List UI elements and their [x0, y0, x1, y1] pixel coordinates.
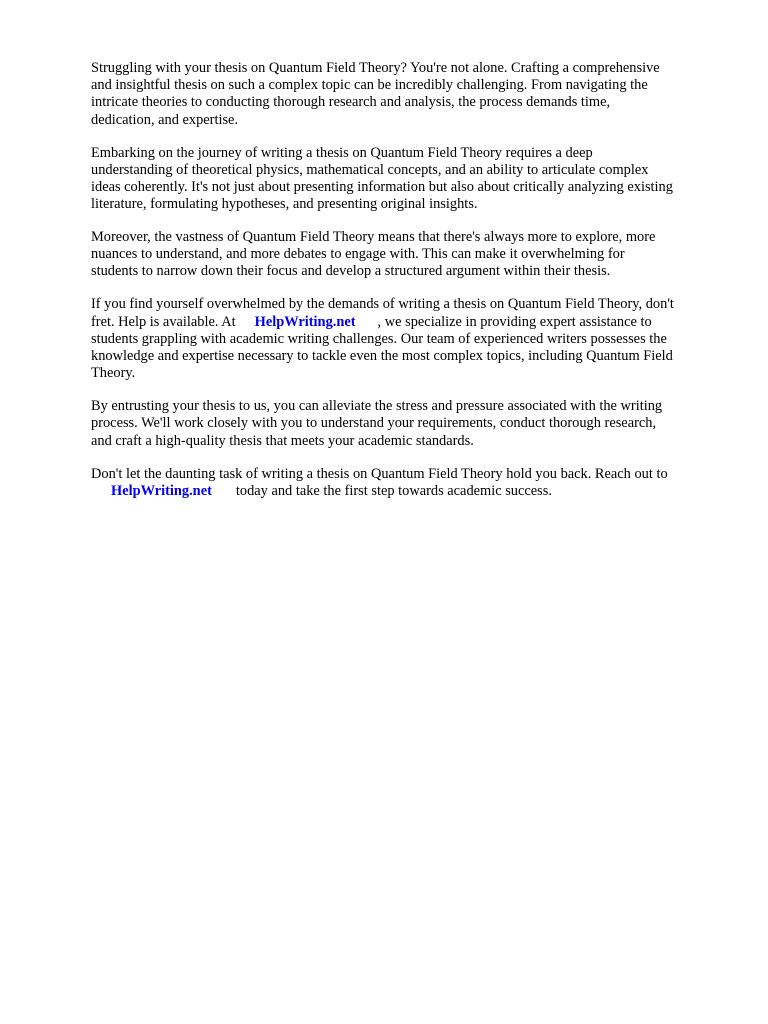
text-line: understanding of theoretical physics, mathematical concepts, and an ability to articulate complex — [91, 161, 649, 178]
text-line: intricate theories to conducting thorough research and analysis, the process demands time, — [91, 94, 611, 111]
text-line: students to narrow down their focus and develop a structured argument within their thesis. — [91, 263, 611, 280]
text-line: ideas coherently. It's not just about presenting information but also about critically analyzing existing — [91, 178, 673, 195]
text-line: If you find yourself overwhelmed by the demands of writing a thesis on Quantum Field Theory, don't — [91, 296, 674, 313]
text-segment: , we specialize in providing expert assistance to — [377, 313, 652, 330]
text-segment: fret. Help is available. At — [91, 313, 236, 330]
text-line: Theory. — [91, 365, 136, 382]
paragraph-journey — [91, 145, 731, 214]
paragraph-entrusting — [91, 398, 731, 450]
text-line: students grappling with academic writing challenges. Our team of experienced writers possesses the — [91, 330, 667, 347]
text-line: Embarking on the journey of writing a thesis on Quantum Field Theory requires a deep — [91, 144, 593, 161]
text-line: literature, formulating hypotheses, and presenting original insights. — [91, 196, 478, 213]
text-line: Struggling with your thesis on Quantum Field Theory? You're not alone. Crafting a comprehensive — [91, 60, 660, 76]
text-line: and insightful thesis on such a complex topic can be incredibly challenging. From navigating the — [91, 77, 648, 94]
paragraph-help — [91, 296, 731, 382]
paragraph-intro — [91, 60, 731, 129]
helpwriting-link[interactable]: HelpWriting.net — [111, 482, 212, 499]
text-line: dedication, and expertise. — [91, 111, 239, 128]
text-line-with-link — [91, 483, 731, 500]
helpwriting-link[interactable]: HelpWriting.net — [254, 313, 356, 330]
text-line: and craft a high-quality thesis that meets your academic standards. — [91, 432, 474, 449]
text-line: knowledge and expertise necessary to tackle even the most complex topics, including Quantum Field — [91, 348, 673, 365]
text-line: Don't let the daunting task of writing a thesis on Quantum Field Theory hold you back. Reach out to — [91, 465, 668, 482]
text-line: By entrusting your thesis to us, you can alleviate the stress and pressure associated with the writing — [91, 398, 663, 415]
paragraph-vastness — [91, 229, 731, 281]
text-line: nuances to understand, and more debates to engage with. This can make it overwhelming for — [91, 246, 625, 263]
paragraph-closing — [91, 466, 731, 500]
text-line: Moreover, the vastness of Quantum Field Theory means that there's always more to explore, more — [91, 229, 656, 246]
text-line-with-link — [91, 314, 731, 331]
document-page — [91, 60, 731, 516]
text-line: process. We'll work closely with you to understand your requirements, conduct thorough research, — [91, 415, 657, 432]
text-segment: today and take the first step towards academic success. — [235, 482, 552, 499]
